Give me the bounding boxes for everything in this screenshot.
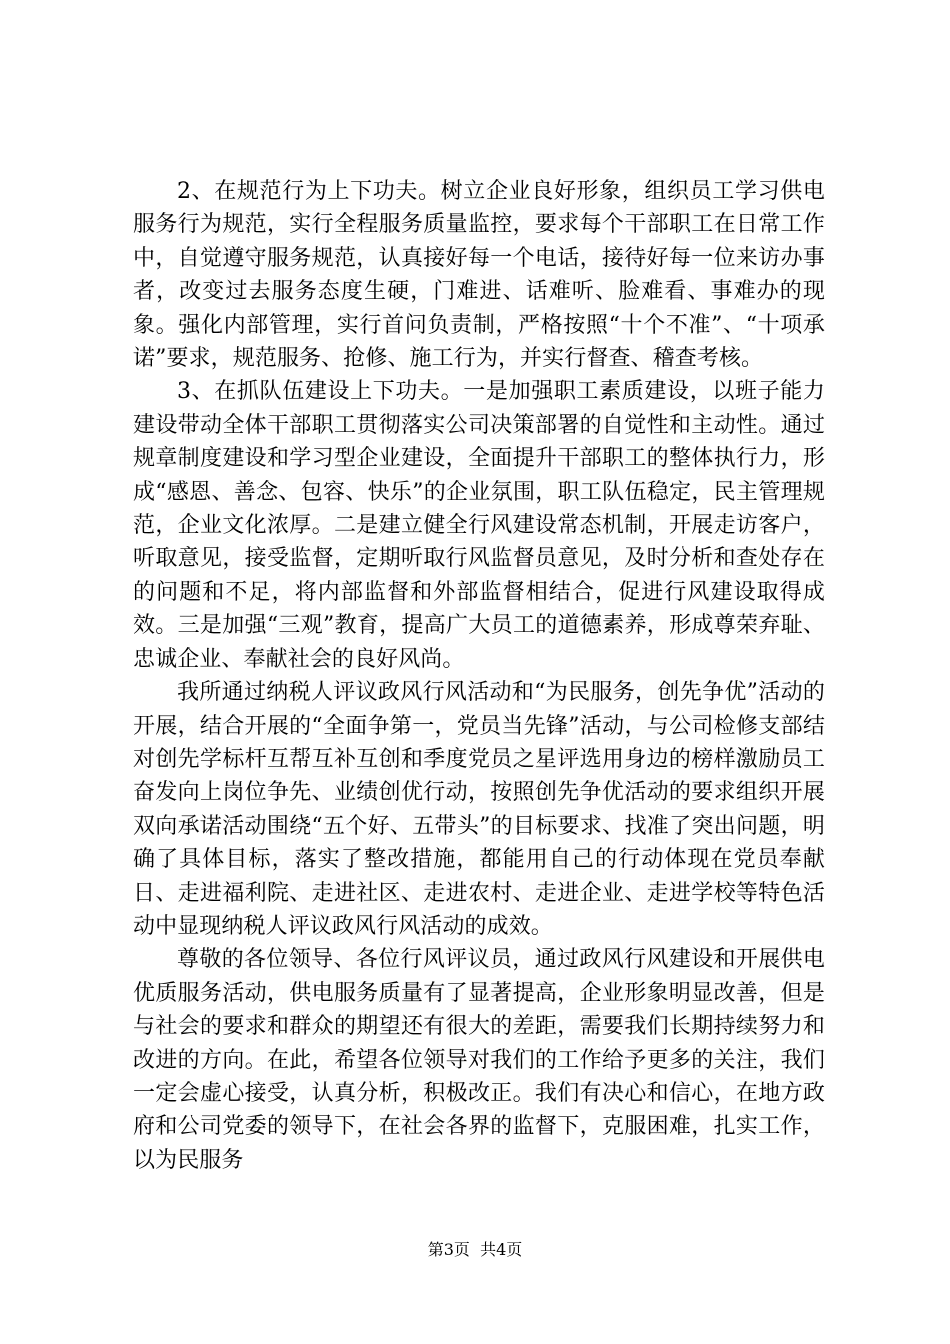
page-footer [0,1240,950,1260]
paragraph-closing-remarks: 尊敬的各位领导、各位行风评议员，通过政风行风建设和开展供电优质服务活动，供电服务质量有了显著提高，企业形象明显改善，但是与社会的要求和群众的期望还有很大的差距，需要我们长期持续努力和改进的方向。在此，希望各位领导对我们的工作给予更多的关注，我们一定会虚心接受，认真分析，积极改正。我们有决心和信心，在地方政府和公司党委的领导下，在社会各界的监督下，克服困难，扎实工作，以为民服务 [133,947,825,1173]
paragraph-activities: 我所通过纳税人评议政风行风活动和“为民服务，创先争优”活动的开展，结合开展的“全面争第一，党员当先锋”活动，与公司检修支部结对创先学标杆互帮互补互创和季度党员之星评选用身边的榜样激励员工奋发向上岗位争先、业绩创优行动，按照创先争优活动的要求组织开展双向承诺活动围绕“五个好、五带头”的目标要求、找准了突出问题，明确了具体目标，落实了整改措施，都能用自己的行动体现在党员奉献日、走进福利院、走进社区、走进农村、走进企业、走进学校等特色活动中显现纳税人评议政风行风活动的成效。 [133,680,825,939]
page-number-label: 第3页 共4页 [427,1240,523,1259]
paragraph-team-building: 3、在抓队伍建设上下功夫。一是加强职工素质建设，以班子能力建设带动全体干部职工贯彻落实公司决策部署的自觉性和主动性。通过规章制度建设和学习型企业建设，全面提升干部职工的整体执行力，形成“感恩、善念、包容、快乐”的企业氛围，职工队伍稳定，民主管理规范，企业文化浓厚。二是建立健全行风建设常态机制，开展走访客户，听取意见，接受监督，定期听取行风监督员意见，及时分析和查处存在的问题和不足，将内部监督和外部监督相结合，促进行风建设取得成效。三是加强“三观”教育，提高广大员工的道德素养，形成尊荣弃耻、忠诚企业、奉献社会的良好风尚。 [133,379,825,672]
document-body [133,175,825,1177]
paragraph-standardize-conduct: 2、在规范行为上下功夫。树立企业良好形象，组织员工学习供电服务行为规范，实行全程服务质量监控，要求每个干部职工在日常工作中，自觉遵守服务规范，认真接好每一个电话，接待好每一位来访办事者，改变过去服务态度生硬，门难进、话难听、脸难看、事难办的现象。强化内部管理，实行首问负责制，严格按照“十个不准”、“十项承诺”要求，规范服务、抢修、施工行为，并实行督查、稽查考核。 [133,179,825,372]
